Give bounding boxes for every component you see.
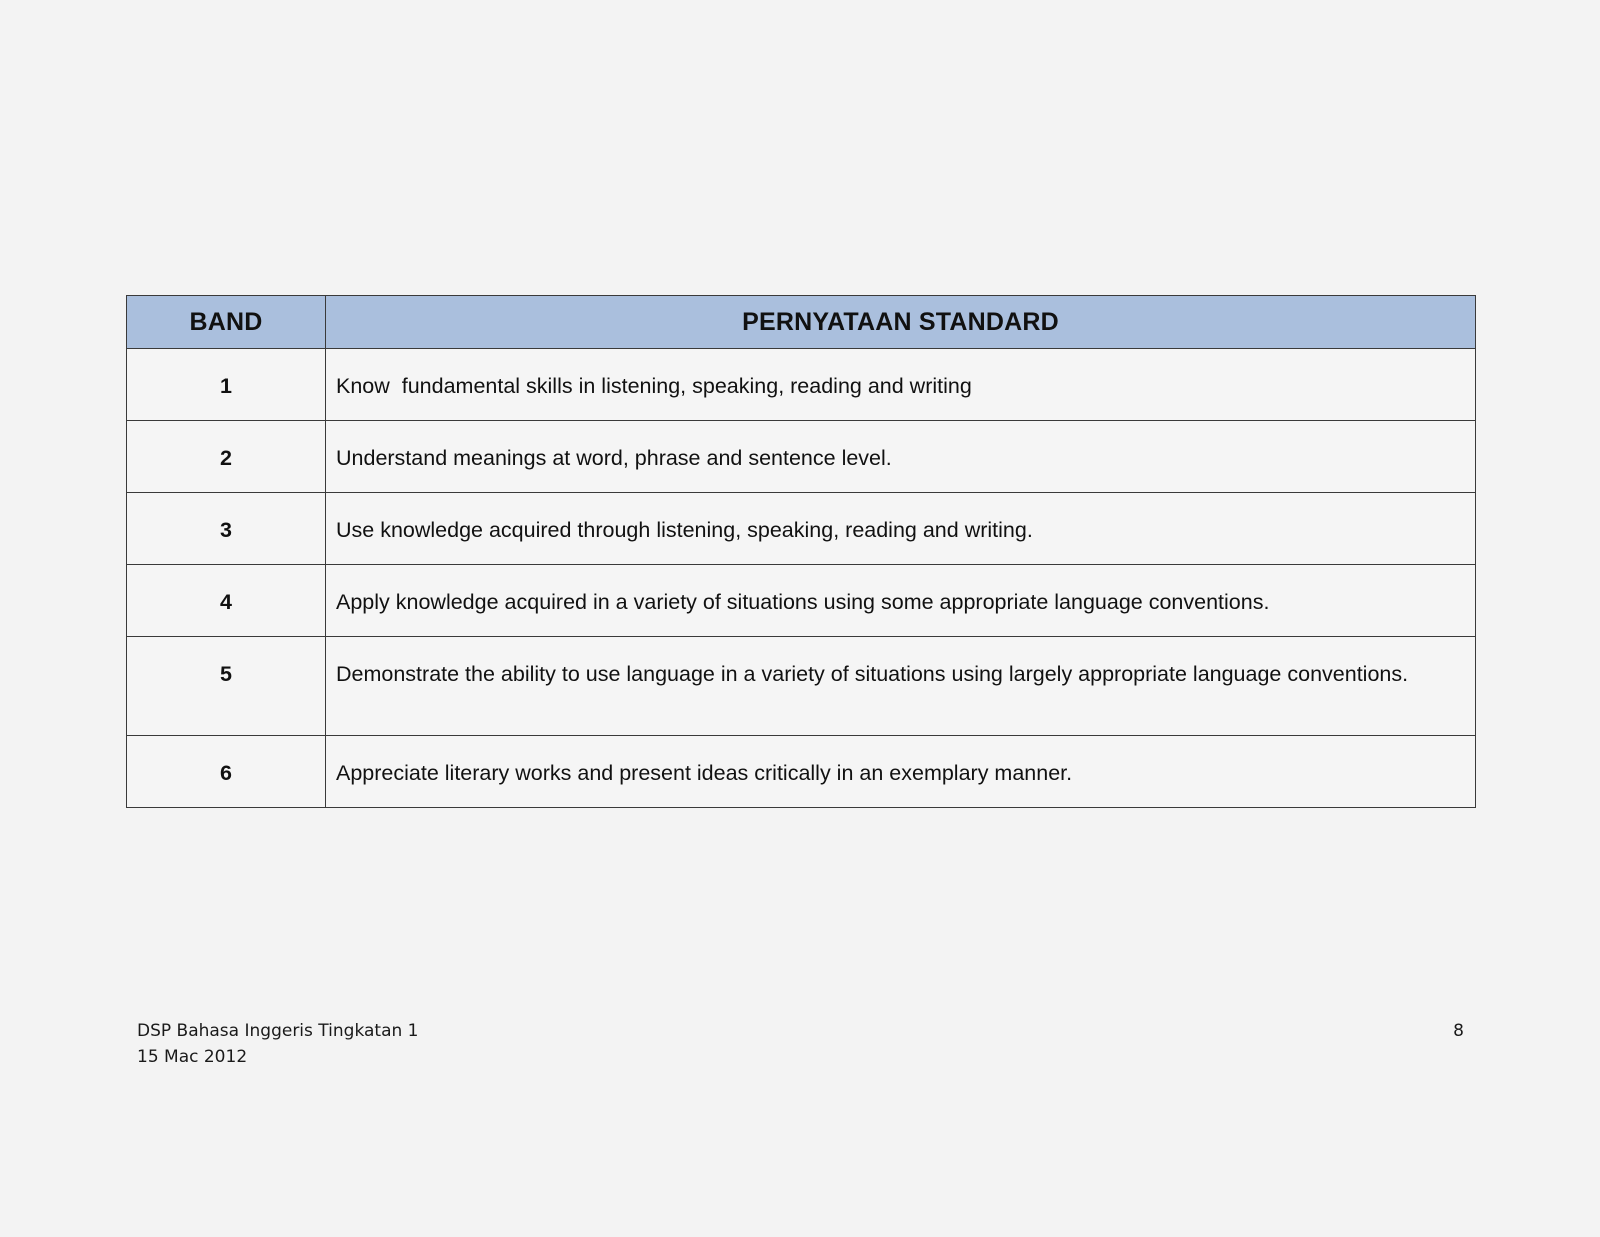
band-standards-table bbox=[126, 295, 1476, 808]
table-row bbox=[127, 637, 1476, 736]
band-statement bbox=[326, 637, 1476, 736]
band-column-header: BAND bbox=[127, 296, 326, 349]
table-row bbox=[127, 565, 1476, 637]
band-statement bbox=[326, 565, 1476, 637]
band-statement bbox=[326, 421, 1476, 493]
band-statement bbox=[326, 349, 1476, 421]
band-statement-text: Demonstrate the ability to use language in a variety of situations using largely appropriate language conventions. bbox=[336, 662, 1409, 686]
table-row bbox=[127, 493, 1476, 565]
band-number: 6 bbox=[127, 736, 326, 808]
band-statement-text: Understand meanings at word, phrase and sentence level. bbox=[336, 446, 892, 470]
table-row bbox=[127, 736, 1476, 808]
band-statement-text: Use knowledge acquired through listening, speaking, reading and writing. bbox=[336, 518, 1033, 542]
band-statement-text: Know fundamental skills in listening, speaking, reading and writing bbox=[336, 374, 972, 398]
page-number: 8 bbox=[1453, 1021, 1464, 1041]
table-header-row bbox=[127, 296, 1476, 349]
band-statement bbox=[326, 493, 1476, 565]
band-statement-text: Apply knowledge acquired in a variety of situations using some appropriate language conventions. bbox=[336, 590, 1270, 614]
band-number: 4 bbox=[127, 565, 326, 637]
statement-column-header: PERNYATAAN STANDARD bbox=[326, 296, 1476, 349]
band-number: 1 bbox=[127, 349, 326, 421]
band-statement bbox=[326, 736, 1476, 808]
band-number: 3 bbox=[127, 493, 326, 565]
footer-info bbox=[137, 1018, 418, 1070]
footer-document-title: DSP Bahasa Inggeris Tingkatan 1 bbox=[137, 1021, 419, 1041]
band-number: 5 bbox=[127, 637, 326, 736]
table-row bbox=[127, 349, 1476, 421]
footer-date: 15 Mac 2012 bbox=[137, 1047, 248, 1067]
table-row bbox=[127, 421, 1476, 493]
band-statement-text: Appreciate literary works and present ideas critically in an exemplary manner. bbox=[336, 761, 1073, 785]
band-number: 2 bbox=[127, 421, 326, 493]
